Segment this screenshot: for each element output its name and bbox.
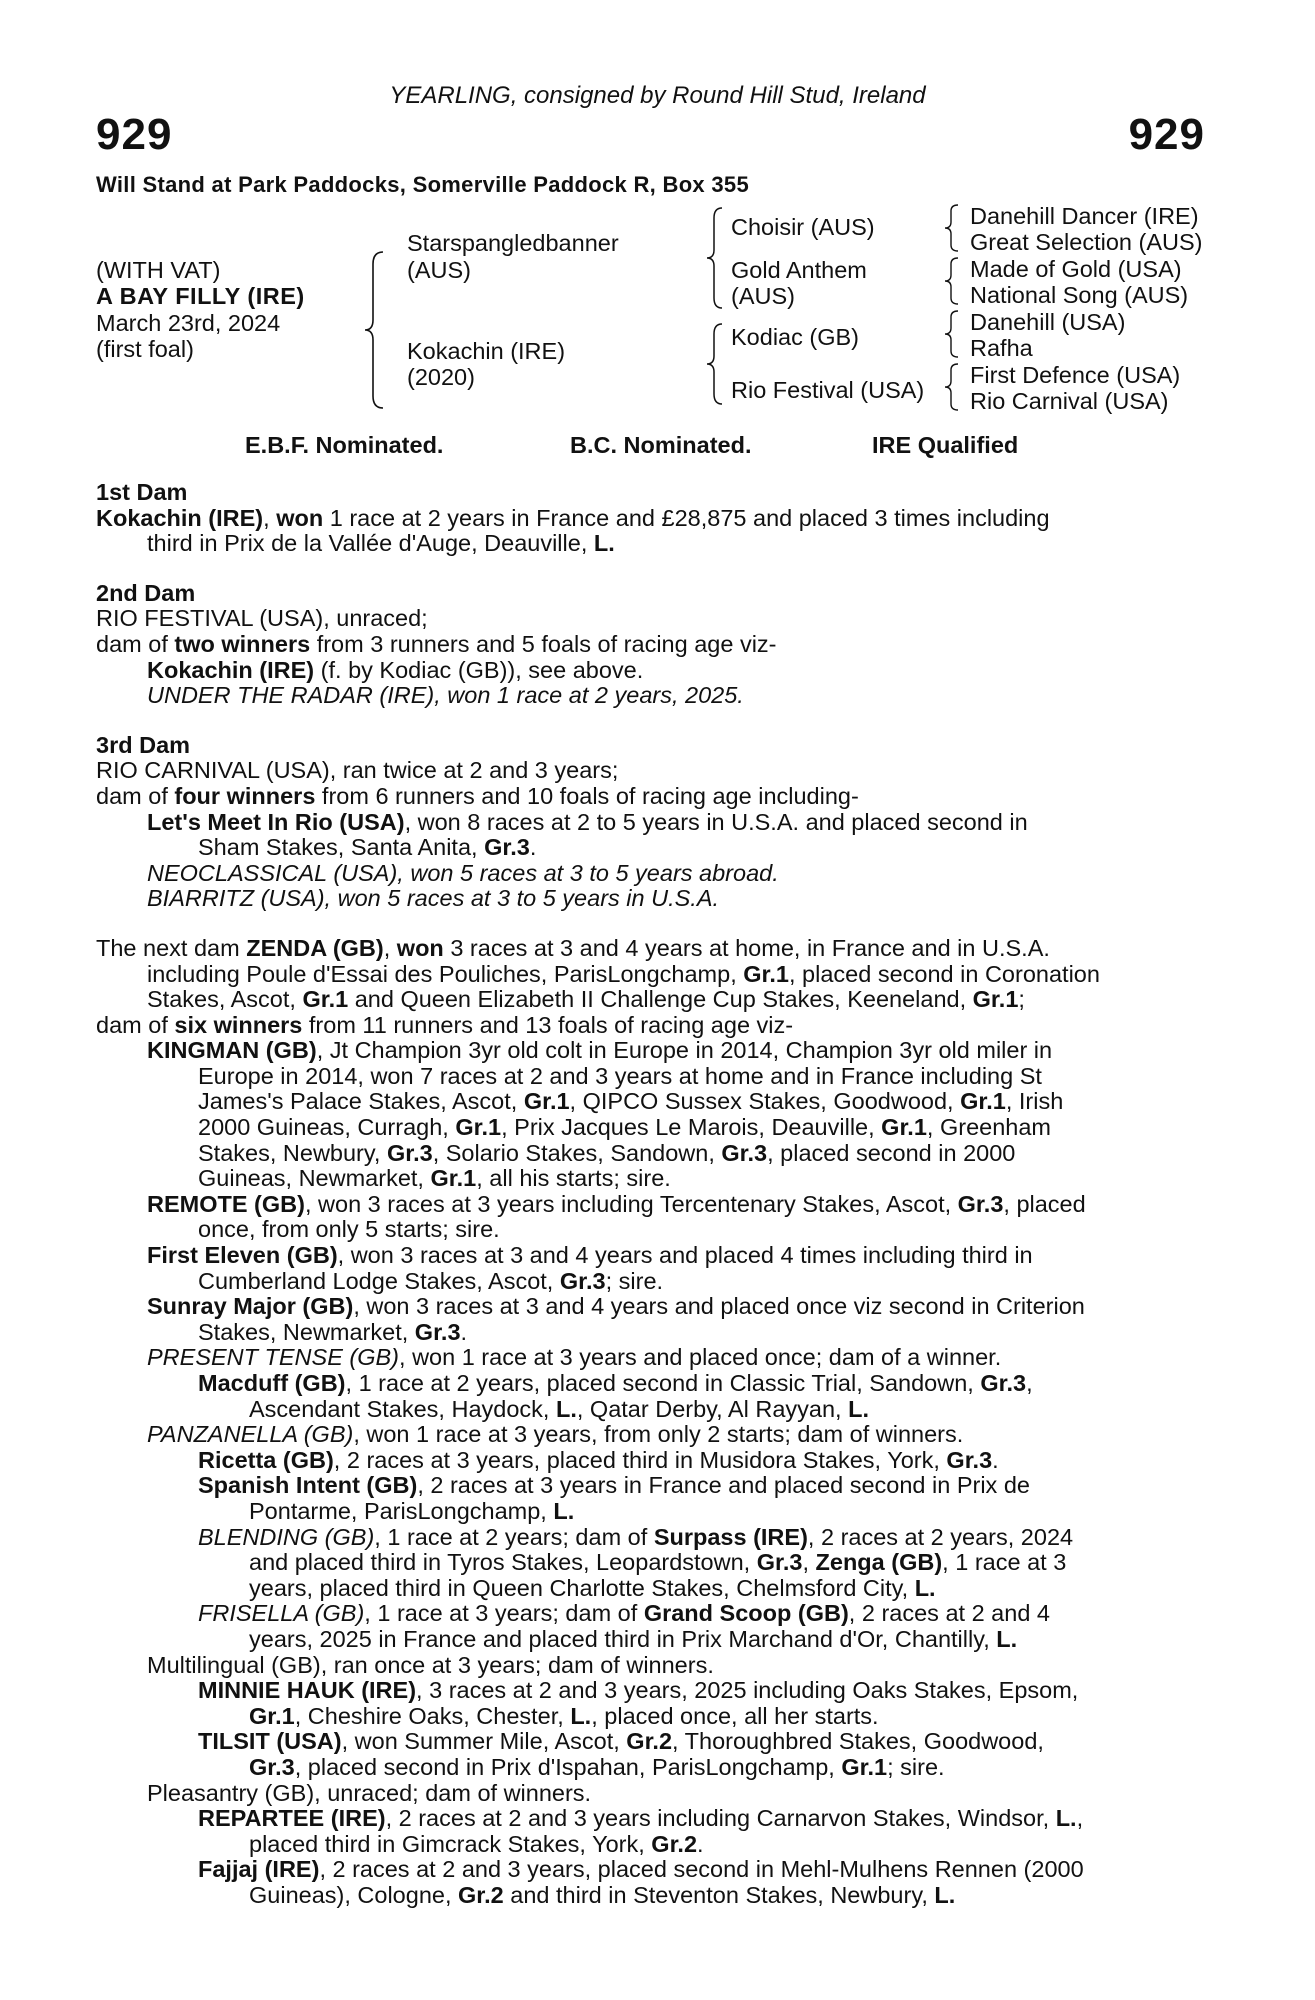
sunray-line-1: Sunray Major (GB), won 3 races at 3 and 4 years and placed once viz second in Criterion: [147, 1293, 1085, 1320]
pedigree-brace-g3-4: [942, 362, 962, 412]
repartee-line-1: REPARTEE (IRE), 2 races at 2 and 3 years including Carnarvon Stakes, Windsor, L.,: [198, 1805, 1084, 1832]
sire-name: Starspangledbanner: [407, 230, 619, 256]
kingman-line-5: Stakes, Newbury, Gr.3, Solario Stakes, Sandown, Gr.3, placed second in 2000: [198, 1139, 1016, 1166]
third-dam-line-1: RIO CARNIVAL (USA), ran twice at 2 and 3 years;: [96, 757, 619, 784]
third-dam-offspring-1: Let's Meet In Rio (USA), won 8 races at 2 to 5 years in U.S.A. and placed second in: [147, 808, 1028, 835]
third-dam-offspring-3: BIARRITZ (USA), won 5 races at 3 to 5 years in U.S.A.: [147, 885, 720, 912]
spanish-intent-line-1: Spanish Intent (GB), 2 races at 3 years in France and placed second in Prix de: [198, 1472, 1030, 1499]
ricetta-line: Ricetta (GB), 2 races at 3 years, placed third in Musidora Stakes, York, Gr.3.: [198, 1446, 999, 1473]
kingman-line-2: Europe in 2014, won 7 races at 2 and 3 years at home and in France including St: [198, 1062, 1042, 1089]
second-dam-offspring-2: UNDER THE RADAR (IRE), won 1 race at 2 years, 2025.: [147, 682, 744, 709]
sire-dam-name: Gold Anthem: [731, 257, 867, 283]
fajjaj-line-1: Fajjaj (IRE), 2 races at 2 and 3 years, placed second in Mehl-Mulhens Rennen (2000: [198, 1856, 1084, 1883]
g3-ancestor-7: First Defence (USA): [970, 362, 1181, 388]
g3-ancestor-5: Danehill (USA): [970, 309, 1126, 335]
first-eleven-line-1: First Eleven (GB), won 3 races at 3 and 4 years and placed 4 times including third in: [147, 1242, 1033, 1269]
blending-line-3: years, placed third in Queen Charlotte Stakes, Chelmsford City, L.: [249, 1574, 936, 1601]
multilingual-line: Multilingual (GB), ran once at 3 years; dam of winners.: [147, 1651, 714, 1678]
dam-sire: Kodiac (GB): [731, 324, 859, 350]
tilsit-line-1: TILSIT (USA), won Summer Mile, Ascot, Gr.2, Thoroughbred Stakes, Goodwood,: [198, 1728, 1044, 1755]
sunray-line-2: Stakes, Newmarket, Gr.3.: [198, 1318, 468, 1345]
pedigree-brace-g3-3: [942, 309, 962, 359]
ire-qualified: IRE Qualified: [872, 432, 1019, 458]
sire-dam-country: (AUS): [731, 283, 795, 309]
next-dam-line-2: including Poule d'Essai des Pouliches, ParisLongchamp, Gr.1, placed second in Coronation: [147, 960, 1100, 987]
kingman-line-6: Guineas, Newmarket, Gr.1, all his starts; sire.: [198, 1165, 671, 1192]
vat-label: (WITH VAT): [96, 257, 221, 283]
pedigree-brace-g3-2: [942, 256, 962, 306]
next-dam-dam-of: dam of six winners from 11 runners and 13 foals of racing age viz-: [96, 1011, 794, 1038]
kingman-line-4: 2000 Guineas, Curragh, Gr.1, Prix Jacques Le Marois, Deauville, Gr.1, Greenham: [198, 1114, 1051, 1141]
bc-nomination: B.C. Nominated.: [570, 432, 752, 458]
blending-line-1: BLENDING (GB), 1 race at 2 years; dam of Surpass (IRE), 2 races at 2 years, 2024: [198, 1523, 1074, 1550]
remote-line-1: REMOTE (GB), won 3 races at 3 years including Tercentenary Stakes, Ascot, Gr.3, placed: [147, 1190, 1086, 1217]
kingman-line-1: KINGMAN (GB), Jt Champion 3yr old colt in Europe in 2014, Champion 3yr old miler in: [147, 1037, 1053, 1064]
pedigree-brace-dam: [704, 322, 726, 406]
panzanella-line: PANZANELLA (GB), won 1 race at 3 years, from only 2 starts; dam of winners.: [147, 1421, 964, 1448]
macduff-line-1: Macduff (GB), 1 race at 2 years, placed second in Classic Trial, Sandown, Gr.3,: [198, 1370, 1033, 1396]
consignment-line: YEARLING, consigned by Round Hill Stud, Ireland: [389, 82, 926, 109]
ebf-nomination: E.B.F. Nominated.: [245, 432, 444, 458]
second-dam-heading: 2nd Dam: [96, 579, 196, 606]
remote-line-2: once, from only 5 starts; sire.: [198, 1216, 500, 1243]
second-dam-line-1: RIO FESTIVAL (USA), unraced;: [96, 605, 428, 632]
stand-location: Will Stand at Park Paddocks, Somerville Paddock R, Box 355: [96, 172, 749, 197]
pedigree-brace-g3-1: [942, 203, 962, 253]
third-dam-dam-of: dam of four winners from 6 runners and 10 foals of racing age including-: [96, 782, 859, 809]
next-dam-line-3: Stakes, Ascot, Gr.1 and Queen Elizabeth II Challenge Cup Stakes, Keeneland, Gr.1;: [147, 986, 1025, 1013]
tilsit-line-2: Gr.3, placed second in Prix d'Ispahan, ParisLongchamp, Gr.1; sire.: [249, 1753, 945, 1780]
minnie-hauk-line-2: Gr.1, Cheshire Oaks, Chester, L., placed once, all her starts.: [249, 1702, 879, 1729]
first-dam-heading: 1st Dam: [96, 479, 188, 505]
g3-ancestor-6: Rafha: [970, 335, 1033, 361]
g3-ancestor-1: Danehill Dancer (IRE): [970, 203, 1199, 229]
g3-ancestor-8: Rio Carnival (USA): [970, 388, 1169, 414]
minnie-hauk-line-1: MINNIE HAUK (IRE), 3 races at 2 and 3 years, 2025 including Oaks Stakes, Epsom,: [198, 1677, 1079, 1704]
third-dam-offspring-2: NEOCLASSICAL (USA), won 5 races at 3 to 5 years abroad.: [147, 859, 779, 886]
repartee-line-2: placed third in Gimcrack Stakes, York, Gr.2.: [249, 1830, 704, 1857]
produce-record: [96, 480, 1206, 1908]
g3-ancestor-2: Great Selection (AUS): [970, 229, 1203, 255]
third-dam-offspring-1-cont: Sham Stakes, Santa Anita, Gr.3.: [198, 834, 537, 861]
frisella-line-2: years, 2025 in France and placed third in Prix Marchand d'Or, Chantilly, L.: [249, 1625, 1018, 1652]
third-dam-heading: 3rd Dam: [96, 731, 191, 758]
first-dam-name: Kokachin (IRE): [96, 504, 264, 531]
sire-sire: Choisir (AUS): [731, 214, 875, 240]
g3-ancestor-3: Made of Gold (USA): [970, 256, 1182, 282]
subject-name: A BAY FILLY (IRE): [96, 283, 305, 309]
dam-dam: Rio Festival (USA): [731, 377, 925, 403]
dam-year: (2020): [407, 364, 475, 390]
pleasantry-line: Pleasantry (GB), unraced; dam of winners.: [147, 1779, 592, 1806]
first-dam-line-2: third in Prix de la Vallée d'Auge, Deauville, L.: [147, 530, 615, 557]
blending-line-2: and placed third in Tyros Stakes, Leopardstown, Gr.3, Zenga (GB), 1 race at 3: [249, 1549, 1067, 1576]
spanish-intent-line-2: Pontarme, ParisLongchamp, L.: [249, 1497, 575, 1524]
g3-ancestor-4: National Song (AUS): [970, 282, 1189, 308]
lot-number-right: 929: [1128, 110, 1205, 159]
fajjaj-line-2: Guineas), Cologne, Gr.2 and third in Steventon Stakes, Newbury, L.: [249, 1881, 956, 1908]
sire-country: (AUS): [407, 257, 471, 283]
next-dam-line-1: The next dam ZENDA (GB), won 3 races at 3 and 4 years at home, in France and in U.S.A.: [96, 934, 1050, 961]
second-dam-dam-of: dam of two winners from 3 runners and 5 foals of racing age viz-: [96, 630, 777, 657]
present-tense-line: PRESENT TENSE (GB), won 1 race at 3 years and placed once; dam of a winner.: [147, 1344, 1002, 1371]
lot-number-left: 929: [96, 110, 173, 159]
dam-name: Kokachin (IRE): [407, 338, 566, 364]
pedigree-brace-main: [363, 250, 389, 410]
kingman-line-3: James's Palace Stakes, Ascot, Gr.1, QIPCO Sussex Stakes, Goodwood, Gr.1, Irish: [198, 1088, 1064, 1115]
pedigree-brace-sire: [704, 206, 726, 310]
frisella-line-1: FRISELLA (GB), 1 race at 3 years; dam of Grand Scoop (GB), 2 races at 2 and 4: [198, 1600, 1050, 1627]
second-dam-offspring-1: Kokachin (IRE) (f. by Kodiac (GB)), see above.: [147, 656, 644, 683]
macduff-line-2: Ascendant Stakes, Haydock, L., Qatar Derby, Al Rayyan, L.: [249, 1395, 869, 1422]
subject-dob: March 23rd, 2024: [96, 310, 281, 336]
first-dam-line-1: Kokachin (IRE), won 1 race at 2 years in France and £28,875 and placed 3 times including: [96, 504, 1050, 531]
subject-note: (first foal): [96, 336, 194, 362]
first-eleven-line-2: Cumberland Lodge Stakes, Ascot, Gr.3; sire.: [198, 1267, 664, 1294]
